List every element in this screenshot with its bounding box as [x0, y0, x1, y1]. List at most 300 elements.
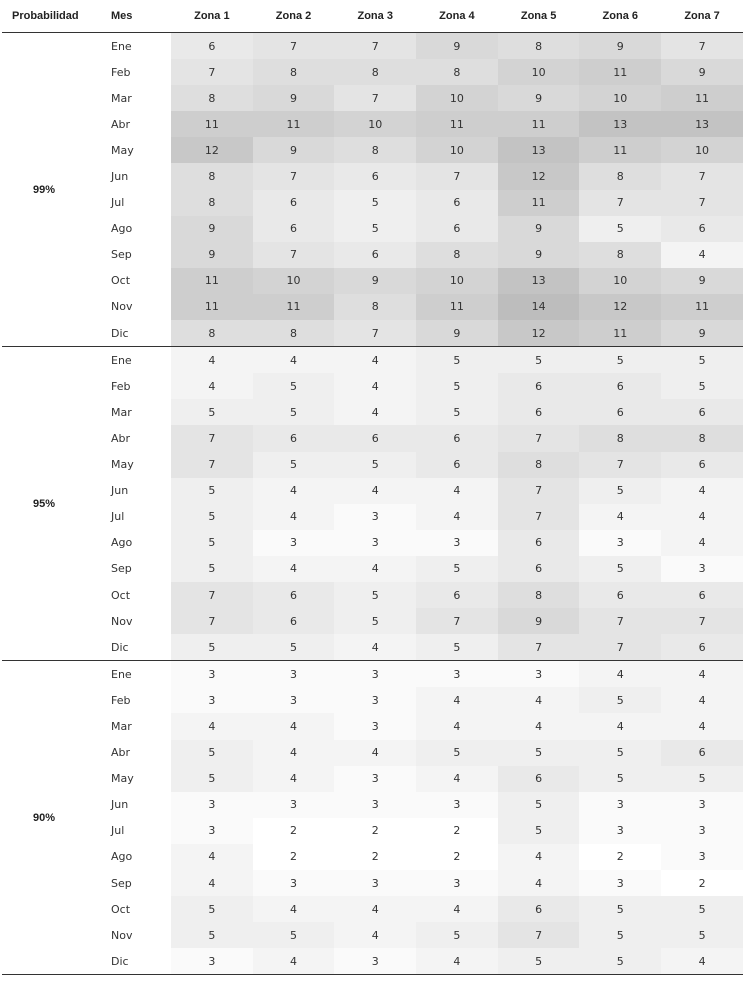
- heatmap-cell: 12: [498, 163, 580, 189]
- heatmap-cell: 4: [253, 740, 335, 766]
- heatmap-cell: 9: [661, 59, 743, 85]
- heatmap-cell: 3: [334, 530, 416, 556]
- probability-label: 90%: [2, 661, 90, 975]
- heatmap-cell: 6: [253, 582, 335, 608]
- heatmap-cell: 9: [661, 268, 743, 294]
- heatmap-cell: 7: [498, 425, 580, 451]
- heatmap-cell: 5: [171, 530, 253, 556]
- heatmap-cell: 11: [498, 190, 580, 216]
- heatmap-cell: 6: [498, 766, 580, 792]
- heatmap-cell: 9: [253, 137, 335, 163]
- month-label: May: [111, 143, 134, 157]
- table-row: [2, 59, 743, 85]
- heatmap-cell: 4: [334, 634, 416, 661]
- heatmap-cell: 3: [416, 792, 498, 818]
- month-label: Ene: [111, 667, 132, 681]
- heatmap-cell: 4: [253, 504, 335, 530]
- table-row: [2, 792, 743, 818]
- month-label: Sep: [111, 562, 132, 576]
- heatmap-cell: 8: [253, 59, 335, 85]
- heatmap-cell: 4: [661, 242, 743, 268]
- table-row: [2, 33, 743, 60]
- heatmap-cell: 4: [253, 347, 335, 374]
- heatmap-cell: 8: [661, 425, 743, 451]
- month-label: Sep: [111, 248, 132, 262]
- table-row: [2, 556, 743, 582]
- heatmap-cell: 5: [416, 556, 498, 582]
- heatmap-cell: 7: [661, 608, 743, 634]
- probability-label: 95%: [2, 347, 90, 661]
- heatmap-cell: 5: [334, 582, 416, 608]
- header-month: Mes: [90, 0, 171, 33]
- heatmap-cell: 12: [498, 320, 580, 347]
- table-row: [2, 216, 743, 242]
- heatmap-cell: 5: [416, 634, 498, 661]
- heatmap-cell: 4: [498, 687, 580, 713]
- heatmap-cell: 6: [661, 740, 743, 766]
- heatmap-cell: 6: [416, 190, 498, 216]
- table-row: [2, 190, 743, 216]
- heatmap-cell: 13: [498, 137, 580, 163]
- heatmap-cell: 5: [171, 478, 253, 504]
- month-label: Oct: [111, 274, 131, 288]
- heatmap-cell: 10: [416, 268, 498, 294]
- heatmap-cell: 4: [661, 530, 743, 556]
- heatmap-cell: 3: [334, 948, 416, 975]
- heatmap-cell: 5: [334, 608, 416, 634]
- table-row: [2, 687, 743, 713]
- heatmap-cell: 3: [171, 948, 253, 975]
- heatmap-cell: 4: [334, 740, 416, 766]
- heatmap-cell: 2: [334, 818, 416, 844]
- heatmap-cell: 2: [253, 818, 335, 844]
- heatmap-cell: 3: [334, 792, 416, 818]
- heatmap-cell: 5: [416, 922, 498, 948]
- heatmap-cell: 2: [334, 844, 416, 870]
- heatmap-cell: 7: [171, 59, 253, 85]
- heatmap-cell: 8: [334, 59, 416, 85]
- heatmap-cell: 8: [171, 163, 253, 189]
- heatmap-cell: 6: [334, 163, 416, 189]
- heatmap-cell: 9: [498, 85, 580, 111]
- month-label: Dic: [90, 320, 171, 347]
- heatmap-cell: 4: [253, 766, 335, 792]
- table-row: [2, 661, 743, 688]
- month-label: Feb: [111, 693, 131, 707]
- header-zone: Zona 1: [171, 0, 253, 33]
- heatmap-cell: 4: [416, 478, 498, 504]
- table-row: [2, 163, 743, 189]
- heatmap-cell: 4: [661, 687, 743, 713]
- heatmap-cell: 4: [334, 556, 416, 582]
- heatmap-cell: 9: [171, 242, 253, 268]
- heatmap-cell: 5: [253, 373, 335, 399]
- heatmap-cell: 4: [579, 713, 661, 739]
- heatmap-cell: 6: [416, 425, 498, 451]
- month-label: Mar: [111, 719, 132, 733]
- heatmap-cell: 5: [171, 399, 253, 425]
- heatmap-cell: 4: [253, 556, 335, 582]
- heatmap-cell: 2: [661, 870, 743, 896]
- month-label: Ene: [111, 353, 132, 367]
- heatmap-cell: 3: [334, 504, 416, 530]
- heatmap-cell: 8: [579, 425, 661, 451]
- heatmap-cell: 4: [171, 870, 253, 896]
- table-row: [2, 242, 743, 268]
- heatmap-cell: 2: [579, 844, 661, 870]
- heatmap-cell: 14: [498, 294, 580, 320]
- heatmap-cell: 7: [334, 320, 416, 347]
- heatmap-cell: 7: [498, 634, 580, 661]
- heatmap-cell: 4: [171, 713, 253, 739]
- heatmap-cell: 6: [661, 452, 743, 478]
- heatmap-cell: 5: [416, 373, 498, 399]
- heatmap-cell: 10: [498, 59, 580, 85]
- heatmap-cell: 13: [579, 111, 661, 137]
- header-row: [2, 0, 743, 33]
- heatmap-cell: 6: [171, 33, 253, 60]
- header-zone: Zona 3: [334, 0, 416, 33]
- month-label: Nov: [111, 928, 133, 942]
- heatmap-cell: 9: [171, 216, 253, 242]
- heatmap-cell: 4: [253, 896, 335, 922]
- heatmap-cell: 4: [253, 713, 335, 739]
- month-label: May: [111, 458, 134, 472]
- heatmap-cell: 5: [498, 948, 580, 975]
- heatmap-cell: 6: [661, 216, 743, 242]
- heatmap-cell: 6: [579, 582, 661, 608]
- heatmap-cell: 5: [498, 347, 580, 374]
- heatmap-cell: 5: [579, 740, 661, 766]
- heatmap-cell: 10: [253, 268, 335, 294]
- heatmap-cell: 12: [579, 294, 661, 320]
- heatmap-cell: 4: [661, 948, 743, 975]
- table-row: [2, 268, 743, 294]
- heatmap-cell: 6: [579, 399, 661, 425]
- heatmap-cell: 4: [498, 870, 580, 896]
- month-label: Oct: [111, 588, 131, 602]
- heatmap-cell: 5: [416, 347, 498, 374]
- heatmap-table: [2, 0, 743, 975]
- table-row: [2, 608, 743, 634]
- month-label: Abr: [111, 746, 131, 760]
- heatmap-cell: 3: [334, 661, 416, 688]
- table-row: [2, 844, 743, 870]
- heatmap-cell: 3: [498, 661, 580, 688]
- heatmap-cell: 4: [171, 844, 253, 870]
- table-row: [2, 425, 743, 451]
- heatmap-cell: 11: [171, 294, 253, 320]
- table-row: [2, 634, 743, 661]
- heatmap-cell: 6: [661, 582, 743, 608]
- heatmap-cell: 4: [334, 373, 416, 399]
- heatmap-cell: 7: [253, 163, 335, 189]
- heatmap-cell: 7: [253, 33, 335, 60]
- heatmap-cell: 7: [661, 33, 743, 60]
- heatmap-cell: 3: [334, 870, 416, 896]
- heatmap-cell: 4: [498, 713, 580, 739]
- heatmap-cell: 5: [661, 766, 743, 792]
- heatmap-cell: 6: [498, 896, 580, 922]
- table-row: [2, 870, 743, 896]
- heatmap-cell: 10: [334, 111, 416, 137]
- heatmap-cell: 5: [253, 399, 335, 425]
- table-row: [2, 896, 743, 922]
- heatmap-cell: 5: [253, 922, 335, 948]
- heatmap-body: [2, 33, 743, 975]
- table-row: [2, 740, 743, 766]
- heatmap-cell: 9: [498, 242, 580, 268]
- heatmap-cell: 13: [498, 268, 580, 294]
- heatmap-cell: 3: [334, 766, 416, 792]
- month-label: Jun: [111, 170, 129, 184]
- heatmap-cell: 4: [253, 948, 335, 975]
- heatmap-cell: 3: [253, 530, 335, 556]
- heatmap-cell: 2: [416, 818, 498, 844]
- heatmap-cell: 6: [253, 216, 335, 242]
- header-zone: Zona 2: [253, 0, 335, 33]
- heatmap-cell: 5: [171, 766, 253, 792]
- heatmap-cell: 7: [579, 190, 661, 216]
- month-label: Ago: [111, 850, 133, 864]
- heatmap-cell: 5: [171, 556, 253, 582]
- table-row: [2, 922, 743, 948]
- heatmap-cell: 6: [498, 373, 580, 399]
- heatmap-cell: 3: [171, 792, 253, 818]
- heatmap-cell: 6: [253, 608, 335, 634]
- heatmap-cell: 11: [661, 85, 743, 111]
- heatmap-cell: 5: [579, 216, 661, 242]
- heatmap-cell: 5: [416, 399, 498, 425]
- heatmap-cell: 11: [253, 111, 335, 137]
- heatmap-cell: 10: [579, 268, 661, 294]
- heatmap-cell: 6: [416, 452, 498, 478]
- heatmap-cell: 5: [171, 504, 253, 530]
- table-row: [2, 373, 743, 399]
- heatmap-cell: 8: [253, 320, 335, 347]
- heatmap-cell: 9: [334, 268, 416, 294]
- heatmap-cell: 8: [334, 294, 416, 320]
- table-row: [2, 85, 743, 111]
- heatmap-cell: 11: [579, 137, 661, 163]
- heatmap-cell: 7: [334, 85, 416, 111]
- table-row: [2, 504, 743, 530]
- heatmap-cell: 8: [498, 33, 580, 60]
- heatmap-cell: 4: [661, 478, 743, 504]
- heatmap-cell: 7: [579, 608, 661, 634]
- header-zone: Zona 5: [498, 0, 580, 33]
- heatmap-cell: 3: [253, 870, 335, 896]
- heatmap-cell: 3: [416, 661, 498, 688]
- heatmap-cell: 11: [579, 59, 661, 85]
- month-label: Dic: [90, 634, 171, 661]
- month-label: Feb: [111, 65, 131, 79]
- heatmap-cell: 2: [416, 844, 498, 870]
- heatmap-cell: 10: [579, 85, 661, 111]
- heatmap-cell: 3: [334, 713, 416, 739]
- heatmap-cell: 7: [579, 634, 661, 661]
- heatmap-cell: 7: [253, 242, 335, 268]
- month-label: May: [111, 772, 134, 786]
- heatmap-cell: 3: [661, 844, 743, 870]
- heatmap-cell: 9: [579, 33, 661, 60]
- heatmap-cell: 5: [253, 452, 335, 478]
- heatmap-cell: 3: [661, 818, 743, 844]
- heatmap-cell: 5: [171, 896, 253, 922]
- heatmap-cell: 3: [171, 818, 253, 844]
- heatmap-cell: 5: [661, 347, 743, 374]
- heatmap-cell: 5: [579, 478, 661, 504]
- table-row: [2, 137, 743, 163]
- month-label: Mar: [111, 405, 132, 419]
- heatmap-cell: 6: [498, 399, 580, 425]
- heatmap-cell: 8: [579, 242, 661, 268]
- heatmap-cell: 3: [253, 661, 335, 688]
- heatmap-cell: 6: [579, 373, 661, 399]
- heatmap-cell: 5: [334, 190, 416, 216]
- heatmap-cell: 8: [498, 452, 580, 478]
- heatmap-cell: 9: [253, 85, 335, 111]
- table-row: [2, 582, 743, 608]
- heatmap-cell: 5: [661, 922, 743, 948]
- heatmap-cell: 6: [498, 530, 580, 556]
- heatmap-cell: 7: [661, 190, 743, 216]
- heatmap-cell: 3: [579, 818, 661, 844]
- heatmap-cell: 6: [416, 582, 498, 608]
- heatmap-cell: 8: [171, 85, 253, 111]
- heatmap-cell: 4: [253, 478, 335, 504]
- heatmap-cell: 7: [498, 478, 580, 504]
- heatmap-cell: 5: [498, 740, 580, 766]
- heatmap-cell: 3: [579, 870, 661, 896]
- heatmap-cell: 4: [579, 504, 661, 530]
- heatmap-cell: 6: [416, 216, 498, 242]
- heatmap-cell: 3: [416, 870, 498, 896]
- month-label: Jul: [111, 824, 125, 838]
- heatmap-cell: 3: [661, 792, 743, 818]
- month-label: Jun: [111, 484, 129, 498]
- heatmap-cell: 6: [661, 399, 743, 425]
- heatmap-cell: 8: [416, 242, 498, 268]
- heatmap-cell: 4: [334, 347, 416, 374]
- month-label: Nov: [111, 614, 133, 628]
- heatmap-cell: 4: [171, 373, 253, 399]
- heatmap-cell: 5: [171, 740, 253, 766]
- heatmap-cell: 7: [661, 163, 743, 189]
- heatmap-cell: 6: [661, 634, 743, 661]
- heatmap-cell: 11: [579, 320, 661, 347]
- heatmap-cell: 10: [661, 137, 743, 163]
- heatmap-cell: 6: [334, 242, 416, 268]
- month-label: Jul: [111, 196, 125, 210]
- heatmap-cell: 9: [661, 320, 743, 347]
- heatmap-cell: 7: [334, 33, 416, 60]
- heatmap-cell: 4: [416, 766, 498, 792]
- table-row: [2, 320, 743, 347]
- heatmap-cell: 7: [171, 608, 253, 634]
- heatmap-cell: 8: [171, 320, 253, 347]
- heatmap-cell: 10: [416, 85, 498, 111]
- month-label: Feb: [111, 379, 131, 393]
- heatmap-cell: 7: [579, 452, 661, 478]
- table-row: [2, 478, 743, 504]
- heatmap-cell: 11: [171, 268, 253, 294]
- heatmap-cell: 3: [579, 792, 661, 818]
- heatmap-cell: 7: [498, 922, 580, 948]
- month-label: Ago: [111, 536, 133, 550]
- heatmap-cell: 5: [498, 818, 580, 844]
- heatmap-cell: 9: [498, 216, 580, 242]
- heatmap-cell: 5: [579, 347, 661, 374]
- table-row: [2, 347, 743, 374]
- heatmap-cell: 11: [416, 294, 498, 320]
- table-row: [2, 399, 743, 425]
- heatmap-cell: 5: [498, 792, 580, 818]
- month-label: Ene: [111, 39, 132, 53]
- heatmap-cell: 3: [253, 792, 335, 818]
- month-label: Abr: [111, 117, 131, 131]
- heatmap-cell: 4: [334, 399, 416, 425]
- heatmap-cell: 8: [334, 137, 416, 163]
- heatmap-cell: 7: [416, 163, 498, 189]
- heatmap-cell: 5: [253, 634, 335, 661]
- heatmap-cell: 11: [171, 111, 253, 137]
- heatmap-cell: 7: [498, 504, 580, 530]
- table-row: [2, 111, 743, 137]
- heatmap-cell: 5: [579, 922, 661, 948]
- heatmap-cell: 3: [661, 556, 743, 582]
- heatmap-cell: 13: [661, 111, 743, 137]
- heatmap-cell: 8: [171, 190, 253, 216]
- heatmap-cell: 7: [171, 452, 253, 478]
- heatmap-cell: 5: [579, 687, 661, 713]
- heatmap-cell: 7: [171, 582, 253, 608]
- heatmap-cell: 9: [498, 608, 580, 634]
- month-label: Jul: [111, 510, 125, 524]
- heatmap-cell: 4: [661, 713, 743, 739]
- heatmap-cell: 4: [661, 504, 743, 530]
- table-row: [2, 530, 743, 556]
- heatmap-cell: 4: [334, 896, 416, 922]
- heatmap-cell: 9: [416, 33, 498, 60]
- heatmap-cell: 5: [661, 896, 743, 922]
- heatmap-cell: 3: [334, 687, 416, 713]
- heatmap-cell: 4: [416, 713, 498, 739]
- heatmap-cell: 3: [171, 687, 253, 713]
- probability-label: 99%: [2, 33, 90, 347]
- month-label: Sep: [111, 876, 132, 890]
- table-row: [2, 713, 743, 739]
- table-row: [2, 452, 743, 478]
- heatmap-cell: 11: [661, 294, 743, 320]
- heatmap-cell: 8: [498, 582, 580, 608]
- table-row: [2, 766, 743, 792]
- heatmap-cell: 5: [579, 766, 661, 792]
- heatmap-cell: 5: [579, 896, 661, 922]
- heatmap-cell: 4: [416, 504, 498, 530]
- heatmap-cell: 8: [579, 163, 661, 189]
- heatmap-cell: 4: [661, 661, 743, 688]
- heatmap-cell: 6: [334, 425, 416, 451]
- heatmap-cell: 3: [171, 661, 253, 688]
- heatmap-cell: 5: [334, 452, 416, 478]
- heatmap-cell: 5: [579, 556, 661, 582]
- heatmap-cell: 5: [171, 922, 253, 948]
- month-label: Ago: [111, 222, 133, 236]
- heatmap-cell: 4: [334, 922, 416, 948]
- heatmap-cell: 6: [253, 190, 335, 216]
- heatmap-cell: 4: [416, 896, 498, 922]
